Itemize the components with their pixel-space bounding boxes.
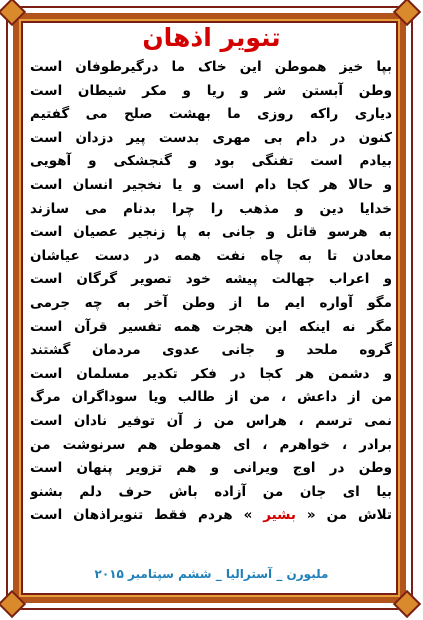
- poem-title: تنویر اذهان: [142, 23, 281, 52]
- poem-line: دیاری راکه روزی ما بهشت صلح می گفتیم: [30, 106, 392, 123]
- last-line-end: » هردم فقط تنویراذهان است: [30, 507, 253, 524]
- poem-line: برادر ، خواهرم ، ای هموطن هم سرنوشت من: [30, 436, 392, 453]
- poem-line: بیا ای جان من آزاده باش حرف دلم بشنو: [30, 483, 392, 500]
- poem-line: مگو آواره ایم ما از وطن آخر به چه جرمی: [30, 294, 392, 311]
- poem-line: من از داعش ، من از طالب ویا سوداگران مرگ: [30, 389, 392, 406]
- poem-line: و دشمن هر کجا در فکر تکدیر مسلمان است: [30, 365, 392, 382]
- poem-line: وطن در اوج ویرانی و هم تزویر پنهان است: [30, 460, 392, 477]
- poem-body: [30, 56, 392, 528]
- poem-line: کنون در دام بی مهری بدست پیر دزدان است: [30, 129, 392, 146]
- poem-last-line: [30, 504, 392, 528]
- poem-line: خدایا دین و مذهب را چرا بدنام می سازند: [30, 200, 392, 217]
- poet-signature: بشیر: [252, 507, 307, 524]
- poem-line: و حالا هر کجا دام است و یا نخجیر انسان است: [30, 176, 392, 193]
- poem-line: و اعراب جهالت پیشه خود تصویر گرگان است: [30, 271, 392, 288]
- poem-line: نمی ترسم ، هراس من ز آن توفیر نادان است: [30, 412, 392, 429]
- place-date-footer: ملبورن _ آسترالیا _ ششم سپتامبر ۲۰۱۵: [94, 567, 329, 581]
- poem-line: به هرسو قاتل و جانی به پا زنجیر عصیان است: [30, 224, 392, 241]
- poem-line: مگر نه اینکه این هجرت همه تفسیر قرآن است: [30, 318, 392, 335]
- poem-line: بیادم است تفنگی بود و گنجشکی و آهویی: [30, 153, 392, 170]
- poem-line: معادن تا به چاه نفت همه در دست عیاشان: [30, 247, 392, 264]
- last-line-start: تلاش من «: [306, 507, 392, 524]
- poem-line: بپا خیز هموطن این خاک ما درگیرطوفان است: [30, 59, 392, 75]
- poem-line: وطن آبستن شر و ریا و مکر شیطان است: [30, 82, 392, 99]
- poem-line: گروه ملحد و جانی عدوی مردمان گشتند: [30, 342, 392, 359]
